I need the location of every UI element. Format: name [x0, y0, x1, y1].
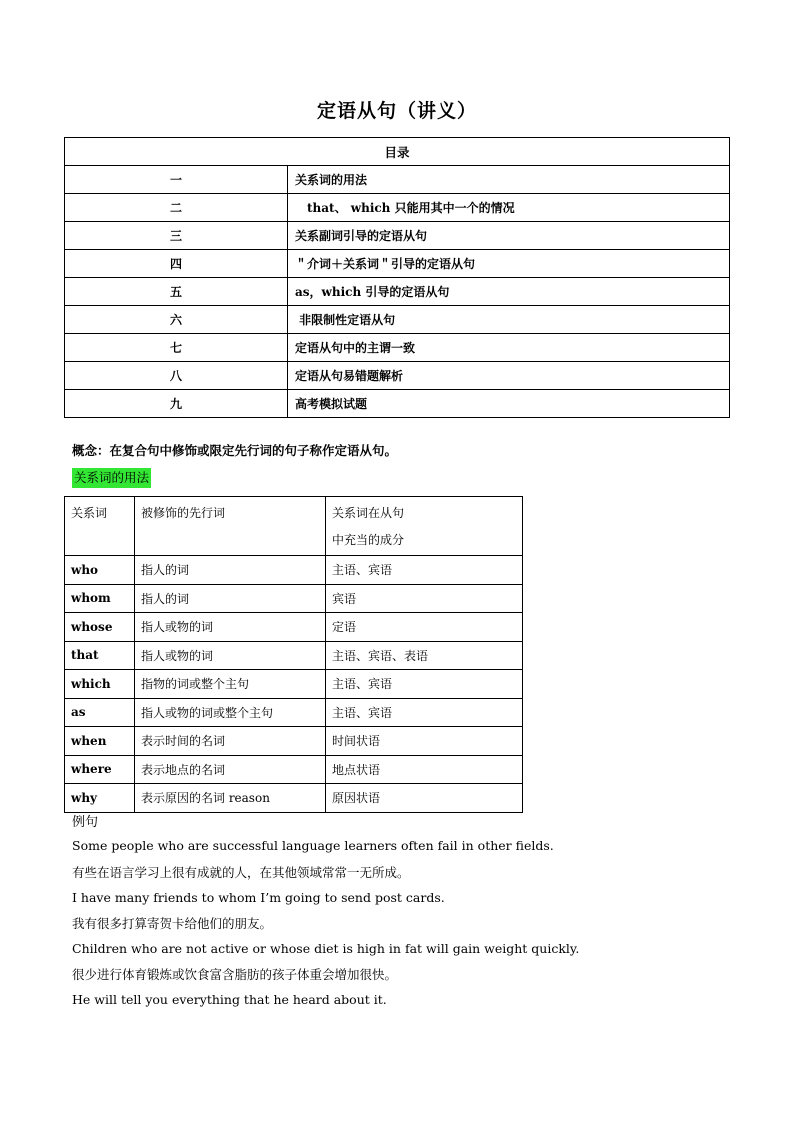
header-role-line2: 中充当的成分 — [332, 533, 405, 547]
section-heading-relative-words: 关系词的用法 — [72, 468, 151, 488]
clause-role: 定语 — [326, 613, 523, 642]
header-role-line1: 关系词在从句 — [332, 506, 405, 520]
toc-row — [65, 250, 730, 278]
table-header-row — [65, 497, 523, 556]
page-title: 定语从句（讲义） — [316, 100, 477, 122]
toc-number: 八 — [65, 362, 288, 390]
example-sentence-zh: 很少进行体育锻炼或饮食富含脂肪的孩子体重会增加很快。 — [72, 967, 398, 982]
toc-item: as，which 引导的定语从句 — [288, 278, 730, 306]
relative-word: whom — [65, 584, 135, 613]
relative-word: why — [65, 784, 135, 813]
relative-word: when — [65, 727, 135, 756]
clause-role: 时间状语 — [326, 727, 523, 756]
toc-row — [65, 390, 730, 418]
toc-item: 高考模拟试题 — [288, 390, 730, 418]
table-row — [65, 755, 523, 784]
clause-role: 原因状语 — [326, 784, 523, 813]
toc-header: 目录 — [65, 138, 730, 166]
antecedent: 表示原因的名词 reason — [135, 784, 326, 813]
table-row — [65, 613, 523, 642]
antecedent: 指人的词 — [135, 556, 326, 585]
toc-item: 定语从句易错题解析 — [288, 362, 730, 390]
antecedent: 表示地点的名词 — [135, 755, 326, 784]
toc-item: 关系副词引导的定语从句 — [288, 222, 730, 250]
example-sentence-en: Children who are not active or whose diet is high in fat will gain weight quickly. — [72, 941, 580, 956]
examples-label: 例句 — [72, 815, 99, 830]
relative-word: whose — [65, 613, 135, 642]
relative-word: who — [65, 556, 135, 585]
clause-role: 宾语 — [326, 584, 523, 613]
example-sentence-en: Some people who are successful language learners often fail in other fields. — [72, 838, 554, 853]
relative-words-table — [64, 496, 523, 813]
clause-role: 主语、宾语 — [326, 670, 523, 699]
toc-number: 七 — [65, 334, 288, 362]
toc-item: 关系词的用法 — [288, 166, 730, 194]
example-sentence-en: He will tell you everything that he heard about it. — [72, 992, 387, 1007]
clause-role: 主语、宾语 — [326, 556, 523, 585]
toc-row — [65, 222, 730, 250]
toc-row — [65, 194, 730, 222]
header-antecedent: 被修饰的先行词 — [135, 497, 326, 556]
header-role — [326, 497, 523, 556]
relative-word: which — [65, 670, 135, 699]
table-row — [65, 784, 523, 813]
concept-definition: 概念：在复合句中修饰或限定先行词的句子称作定语从句。 — [72, 443, 398, 458]
toc-number: 九 — [65, 390, 288, 418]
antecedent: 表示时间的名词 — [135, 727, 326, 756]
table-row — [65, 698, 523, 727]
antecedent: 指人的词 — [135, 584, 326, 613]
relative-word: where — [65, 755, 135, 784]
toc-number: 三 — [65, 222, 288, 250]
clause-role: 主语、宾语 — [326, 698, 523, 727]
antecedent: 指人或物的词 — [135, 641, 326, 670]
example-sentence-zh: 我有很多打算寄贺卡给他们的朋友。 — [72, 916, 273, 931]
relative-word: as — [65, 698, 135, 727]
antecedent: 指人或物的词 — [135, 613, 326, 642]
toc-item: that、 which 只能用其中一个的情况 — [288, 194, 730, 222]
toc-number: 四 — [65, 250, 288, 278]
toc-number: 一 — [65, 166, 288, 194]
toc-row — [65, 334, 730, 362]
toc-number: 五 — [65, 278, 288, 306]
relative-word: that — [65, 641, 135, 670]
toc-item: ＂介词＋关系词＂引导的定语从句 — [288, 250, 730, 278]
clause-role: 地点状语 — [326, 755, 523, 784]
table-of-contents — [64, 137, 730, 418]
table-row — [65, 641, 523, 670]
toc-number: 二 — [65, 194, 288, 222]
toc-row — [65, 362, 730, 390]
example-sentence-zh: 有些在语言学习上很有成就的人，在其他领域常常一无所成。 — [72, 865, 410, 880]
toc-number: 六 — [65, 306, 288, 334]
table-row — [65, 556, 523, 585]
toc-row — [65, 166, 730, 194]
header-relative-word: 关系词 — [65, 497, 135, 556]
table-row — [65, 584, 523, 613]
toc-row — [65, 278, 730, 306]
toc-item: 非限制性定语从句 — [288, 306, 730, 334]
table-row — [65, 727, 523, 756]
toc-item: 定语从句中的主谓一致 — [288, 334, 730, 362]
table-row — [65, 670, 523, 699]
antecedent: 指人或物的词或整个主句 — [135, 698, 326, 727]
clause-role: 主语、宾语、表语 — [326, 641, 523, 670]
example-sentence-en: I have many friends to whom I’m going to send post cards. — [72, 890, 445, 905]
toc-header-row — [65, 138, 730, 166]
antecedent: 指物的词或整个主句 — [135, 670, 326, 699]
toc-row — [65, 306, 730, 334]
